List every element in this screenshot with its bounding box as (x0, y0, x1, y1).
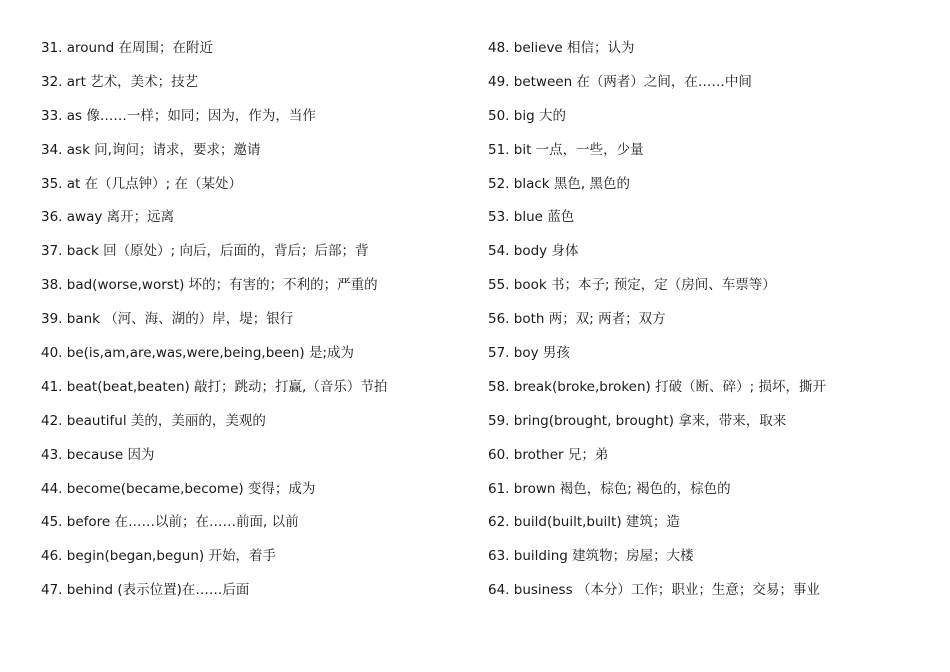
vocabulary-entry: 47. behind (表示位置)在……后面 (41, 582, 250, 599)
vocabulary-entry: 31. around 在周围；在附近 (41, 40, 214, 56)
vocabulary-entry: 49. between 在（两者）之间，在……中间 (488, 73, 752, 90)
vocabulary-entry: 53. blue 蓝色 (488, 209, 575, 226)
vocabulary-entry: 36. away 离开；远离 (41, 209, 175, 226)
vocabulary-entry: 40. be(is,am,are,was,were,being,been) 是;成为 (41, 345, 355, 362)
vocabulary-column-right (488, 36, 928, 612)
vocabulary-entry: 45. before 在……以前；在……前面, 以前 (41, 514, 299, 531)
vocabulary-column-left (41, 36, 461, 612)
vocabulary-entry: 58. break(broke,broken) 打破（断、碎）; 损坏，撕开 (488, 378, 826, 395)
vocabulary-entry: 61. brown 褐色，棕色; 褐色的，棕色的 (488, 480, 731, 497)
vocabulary-entry: 52. black 黑色, 黑色的 (488, 175, 630, 192)
vocabulary-entry: 46. begin(began,begun) 开始，着手 (41, 548, 276, 565)
vocabulary-entry: 55. book 书；本子; 预定，定（房间、车票等） (488, 277, 776, 294)
vocabulary-entry: 51. bit 一点，一些，少量 (488, 141, 644, 158)
vocabulary-entry: 50. big 大的 (488, 107, 566, 124)
vocabulary-entry: 63. building 建筑物；房屋；大楼 (488, 548, 694, 565)
vocabulary-entry: 33. as 像……一样；如同；因为，作为，当作 (41, 107, 316, 124)
vocabulary-entry: 39. bank （河、海、湖的）岸，堤；银行 (41, 311, 294, 328)
vocabulary-entry: 59. bring(brought, brought) 拿来，带来，取来 (488, 412, 787, 429)
vocabulary-entry: 48. believe 相信；认为 (488, 40, 635, 56)
vocabulary-entry: 60. brother 兄；弟 (488, 446, 609, 463)
vocabulary-entry: 34. ask 问,询问；请求，要求；邀请 (41, 141, 261, 158)
vocabulary-entry: 42. beautiful 美的，美丽的，美观的 (41, 412, 266, 429)
vocabulary-entry: 57. boy 男孩 (488, 345, 570, 362)
vocabulary-entry: 35. at 在（几点钟）; 在（某处） (41, 175, 242, 192)
vocabulary-entry: 44. become(became,become) 变得；成为 (41, 480, 316, 497)
vocabulary-entry: 64. business （本分）工作；职业；生意；交易；事业 (488, 582, 820, 599)
vocabulary-entry: 62. build(built,built) 建筑；造 (488, 514, 680, 531)
vocabulary-entry: 43. because 因为 (41, 446, 155, 463)
vocabulary-entry: 32. art 艺术，美术；技艺 (41, 73, 199, 90)
vocabulary-entry: 37. back 回（原处）; 向后，后面的，背后；后部；背 (41, 243, 369, 260)
vocabulary-entry: 41. beat(beat,beaten) 敲打；跳动；打赢,（音乐）节拍 (41, 378, 388, 395)
vocabulary-entry: 38. bad(worse,worst) 坏的；有害的；不利的；严重的 (41, 277, 378, 294)
vocabulary-entry: 56. both 两；双; 两者；双方 (488, 311, 666, 328)
vocabulary-entry: 54. body 身体 (488, 243, 579, 260)
